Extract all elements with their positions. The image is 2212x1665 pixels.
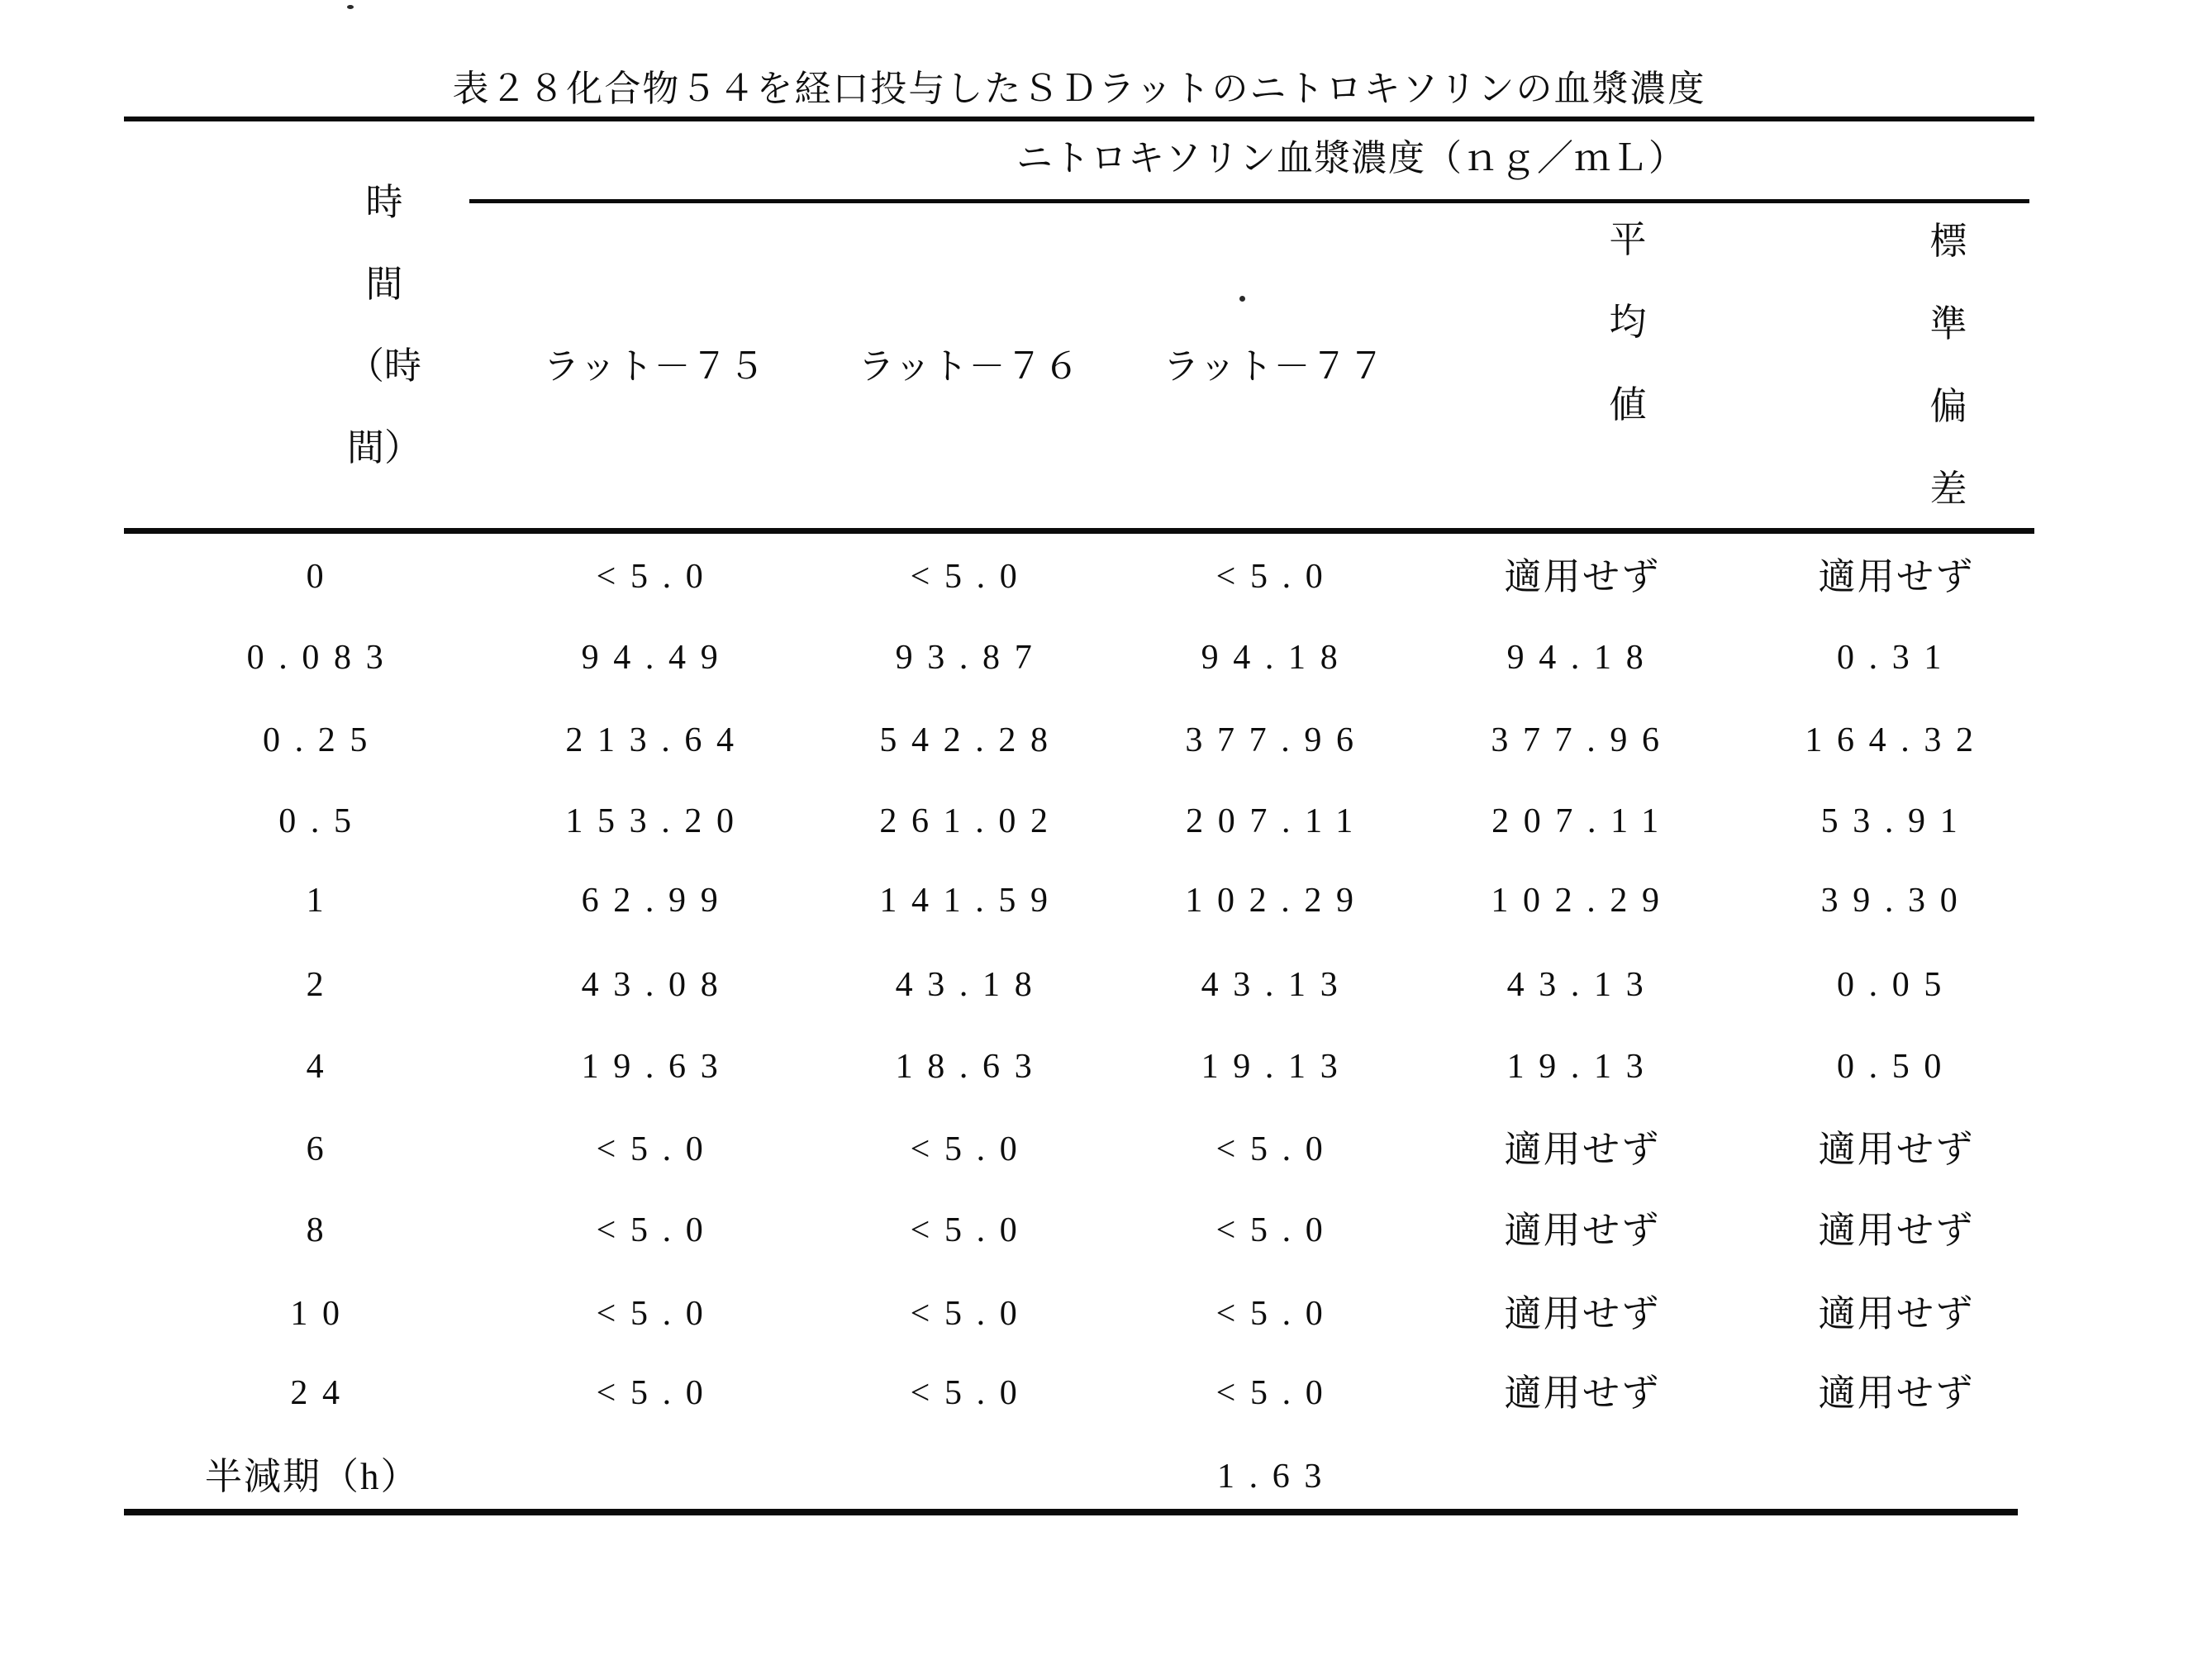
cell-rat76: 141.59 [879,882,1063,920]
cell-rat75: 43.08 [581,966,733,1004]
col-header-rat-77: ラット－７７ [1163,346,1386,387]
cell-mean: 適用せず [1504,556,1661,597]
col-header-mean-char: 均 [1609,302,1647,343]
scan-artifact-dot [347,5,354,9]
col-header-rat-76: ラット－７６ [858,346,1081,387]
cell-time: 6 [306,1130,339,1168]
col-header-mean-char: 平 [1609,219,1647,260]
table-row [0,1126,2212,1173]
table-title: 表２８化合物５４を経口投与したＳＤラットのニトロキソリンの血漿濃度 [452,69,1706,109]
cell-rat76: 261.02 [879,802,1063,840]
cell-rat76: <5.0 [910,1130,1032,1168]
cell-rat75: <5.0 [596,558,718,596]
cell-time: 24 [290,1374,354,1412]
table-row [0,1370,2212,1416]
table-row [0,878,2212,924]
cell-sd: 39.30 [1820,882,1972,920]
cell-rat75: 62.99 [581,882,733,920]
col-header-mean [1591,198,1665,446]
col-header-time [329,162,440,489]
cell-sd: 適用せず [1818,1293,1975,1334]
cell-mean: 適用せず [1504,1293,1661,1334]
cell-rat77: 43.13 [1201,966,1353,1004]
cell-rat76: 18.63 [895,1048,1047,1086]
col-header-sd-char: 準 [1929,303,1967,345]
cell-rat75: <5.0 [596,1374,718,1412]
cell-rat76: <5.0 [910,1374,1032,1412]
cell-rat75: 153.20 [565,802,749,840]
cell-rat77: <5.0 [1215,1130,1338,1168]
halflife-label: 半減期（h） [205,1456,420,1497]
cell-sd: 適用せず [1818,1372,1975,1414]
cell-time: 2 [306,966,339,1004]
cell-time: 0.25 [262,721,383,759]
cell-mean: 94.18 [1506,639,1658,677]
cell-rat77: 377.96 [1185,721,1368,759]
cell-rat77: <5.0 [1215,1374,1338,1412]
cell-mean: 適用せず [1504,1210,1661,1251]
table-row-halflife [0,1453,2212,1500]
cell-rat75: 213.64 [565,721,749,759]
col-header-sd-char: 差 [1929,469,1967,510]
table-row [0,717,2212,764]
cell-sd: 0.31 [1836,639,1957,677]
cell-sd: 適用せず [1818,1210,1975,1251]
cell-time: 8 [306,1211,339,1249]
cell-rat76: <5.0 [910,558,1032,596]
cell-halflife-value: 1.63 [1216,1458,1337,1496]
cell-rat76: 93.87 [895,639,1047,677]
cell-mean: 19.13 [1506,1048,1658,1086]
cell-mean: 377.96 [1491,721,1674,759]
cell-rat77: 94.18 [1201,639,1353,677]
col-header-sd-char: 偏 [1929,386,1967,427]
col-header-sd-char: 標 [1929,221,1967,262]
col-header-time-line: 時 [365,182,403,223]
cell-mean: 適用せず [1504,1129,1661,1170]
cell-mean: 102.29 [1491,882,1674,920]
table-row [0,1207,2212,1254]
table-row [0,554,2212,600]
cell-rat77: 19.13 [1201,1048,1353,1086]
cell-rat75: 94.49 [581,639,733,677]
cell-time: 1 [306,882,339,920]
rule-under-group-header [469,199,2029,203]
cell-rat77: 207.11 [1186,802,1368,840]
cell-rat77: 102.29 [1185,882,1368,920]
cell-rat76: <5.0 [910,1211,1032,1249]
cell-rat75: <5.0 [596,1295,718,1333]
cell-sd: 164.32 [1805,721,1988,759]
col-header-time-line: 間） [346,427,421,469]
cell-rat77: <5.0 [1215,1211,1338,1249]
col-header-time-line: 間 [365,264,403,305]
cell-mean: 43.13 [1506,966,1658,1004]
group-header-plasma-concentration: ニトロキソリン血漿濃度（ｎｇ／ｍＬ） [1016,138,1686,178]
cell-time: 0 [306,558,339,596]
table-row [0,798,2212,844]
cell-rat76: 43.18 [895,966,1047,1004]
cell-mean: 適用せず [1504,1372,1661,1414]
cell-mean: 207.11 [1491,802,1673,840]
cell-rat77: <5.0 [1215,558,1338,596]
table-row [0,1291,2212,1337]
table-row [0,635,2212,681]
rule-bottom [124,1509,2018,1515]
cell-rat77: <5.0 [1215,1295,1338,1333]
scan-artifact-dot [1239,296,1245,302]
cell-sd: 0.05 [1836,966,1957,1004]
cell-time: 0.083 [246,639,398,677]
cell-sd: 適用せず [1818,556,1975,597]
col-header-time-line: （時 [346,345,421,387]
cell-time: 0.5 [278,802,366,840]
table-row [0,962,2212,1008]
col-header-sd [1911,200,1986,530]
rule-under-header [124,528,2034,534]
cell-rat75: <5.0 [596,1211,718,1249]
cell-sd: 53.91 [1820,802,1972,840]
rule-top [124,117,2034,121]
cell-rat75: 19.63 [581,1048,733,1086]
cell-rat76: <5.0 [910,1295,1032,1333]
col-header-rat-75: ラット－７５ [543,346,766,387]
table-row [0,1044,2212,1090]
cell-sd: 適用せず [1818,1129,1975,1170]
cell-sd: 0.50 [1836,1048,1957,1086]
col-header-mean-char: 値 [1609,384,1647,426]
cell-rat75: <5.0 [596,1130,718,1168]
cell-time: 10 [290,1295,354,1333]
cell-time: 4 [306,1048,339,1086]
cell-rat76: 542.28 [879,721,1063,759]
